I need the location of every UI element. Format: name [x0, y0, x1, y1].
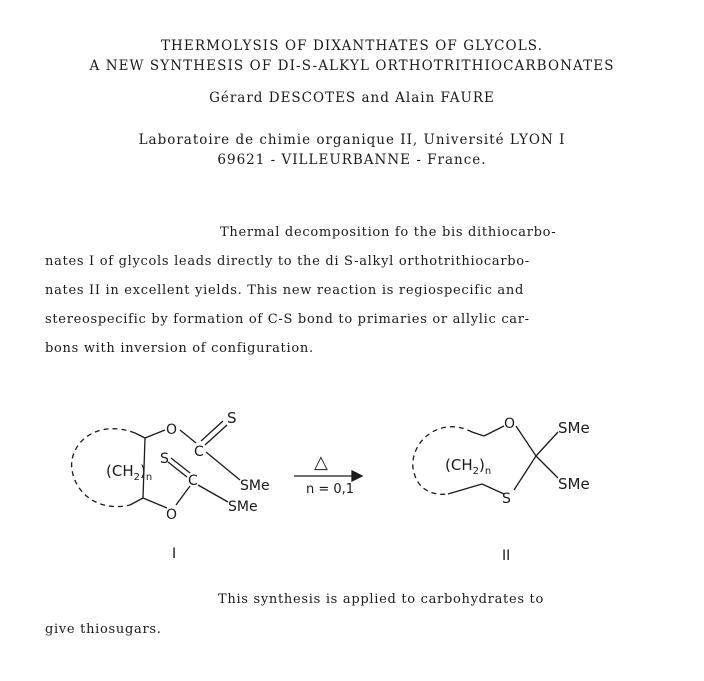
bond-II-C-O — [484, 426, 504, 436]
I-S-ring: S — [160, 451, 169, 467]
bond-ring-bottom — [130, 498, 143, 505]
II-O: O — [504, 416, 516, 432]
bond-C-SMe-bottom — [198, 485, 228, 502]
bond-C-SMe-top — [206, 452, 240, 480]
bond-C-O-bottom — [143, 498, 167, 508]
bond-S-C-double-1 — [168, 462, 187, 477]
bond-II-S-C — [482, 484, 504, 494]
compound-I-label: I — [172, 546, 177, 562]
abstract-line-1: Thermal decomposition fo the bis dithiocarbo- — [220, 225, 557, 240]
I-O-top: O — [166, 422, 178, 438]
title-line-1: THERMOLYSIS OF DIXANTHATES OF GLYCOLS. — [160, 38, 544, 54]
I-SMe-bottom: SMe — [228, 499, 258, 515]
I-C-top: C — [194, 444, 204, 460]
I-O-bottom: O — [166, 507, 178, 523]
title-line-2: A NEW SYNTHESIS OF DI-S-ALKYL ORTHOTRITHIOCARBONATES — [89, 58, 615, 74]
footer-line-1: This synthesis is applied to carbohydrates to — [218, 592, 544, 607]
I-SMe-top: SMe — [240, 478, 270, 494]
compound-II-label: II — [502, 548, 511, 564]
II-S: S — [502, 491, 511, 507]
authors: Gérard DESCOTES and Alain FAURE — [209, 90, 495, 106]
arrow-delta: △ — [314, 452, 328, 473]
bond-II-ring-top — [472, 432, 484, 436]
footer-line-2: give thiosugars. — [45, 622, 162, 637]
bond-O-C-top — [180, 430, 196, 443]
II-SMe-top: SMe — [558, 419, 590, 437]
bond-II-O-C — [516, 426, 536, 456]
abstract-line-5: bons with inversion of configuration. — [45, 341, 314, 356]
bond-II-ring-bottom — [448, 484, 482, 494]
abstract-line-4: stereospecific by formation of C-S bond to primaries or allylic car- — [45, 312, 530, 327]
I-C-mid: C — [188, 473, 198, 489]
reaction-arrow-head — [352, 471, 362, 481]
arrow-condition: n = 0,1 — [306, 482, 355, 497]
I-S-thione: S — [227, 409, 237, 427]
bond-ring-top — [135, 433, 145, 438]
I-ring-group: $(CH_2)_n$ — [106, 462, 153, 483]
abstract-line-2: nates I of glycols leads directly to the di S-alkyl orthotrithiocarbo- — [45, 254, 530, 269]
abstract-line-3: nates II in excellent yields. This new reaction is regiospecific and — [45, 283, 524, 298]
II-ring-group: $(CH_2)_n$ — [445, 456, 492, 477]
bond-II-C-SMe-top — [536, 432, 558, 456]
bond-II-C-S — [514, 456, 536, 490]
bond-C-O-top — [145, 430, 165, 438]
bond-II-C-SMe-bottom — [536, 456, 558, 478]
bond-S-C-double-2 — [171, 458, 190, 473]
affiliation-line-2: 69621 - VILLEURBANNE - France. — [217, 152, 487, 168]
affiliation-line-1: Laboratoire de chimie organique II, Université LYON I — [138, 132, 566, 148]
II-SMe-bottom: SMe — [558, 475, 590, 493]
